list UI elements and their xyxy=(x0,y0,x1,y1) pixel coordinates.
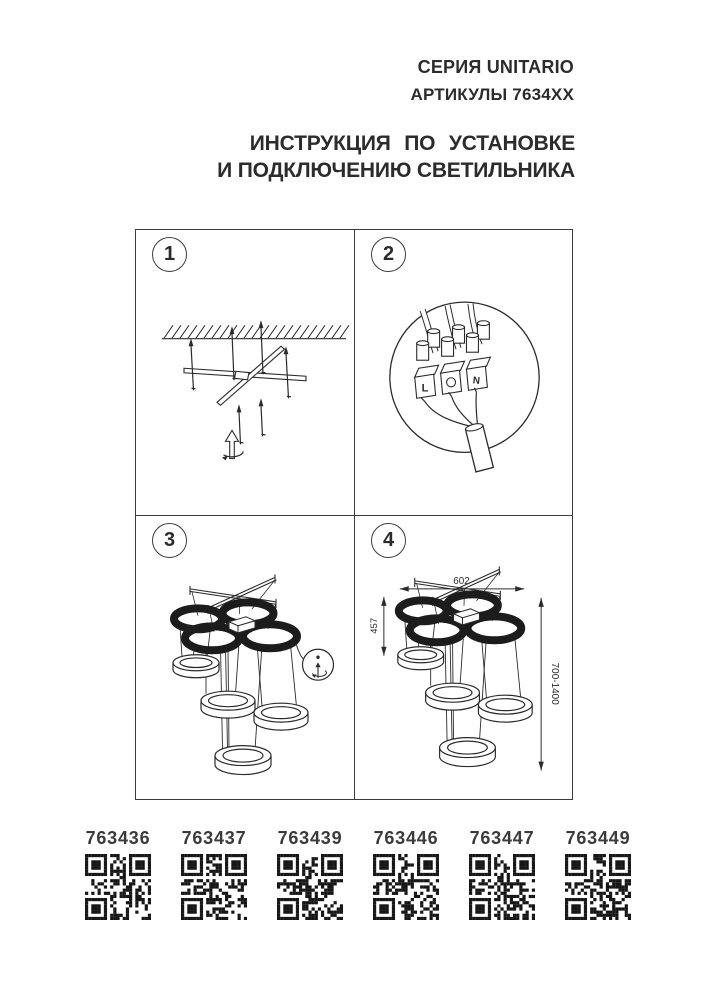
step2-wiring-diagram xyxy=(355,230,572,515)
articles-footer xyxy=(72,828,644,920)
step-number-badge: 3 xyxy=(152,523,187,558)
article-column xyxy=(72,828,164,920)
terminal-ground-hole xyxy=(447,378,456,387)
article-code: 763439 xyxy=(277,828,343,848)
article-code: 763446 xyxy=(373,828,439,848)
article-column xyxy=(552,828,644,920)
article-column xyxy=(264,828,356,920)
step-number-badge: 1 xyxy=(152,237,187,272)
page-title-line2: И ПОДКЛЮЧЕНИЮ СВЕТИЛЬНИКА xyxy=(217,159,575,182)
step3-assembly-diagram xyxy=(136,516,354,800)
step-number-badge: 4 xyxy=(371,523,406,558)
article-column xyxy=(360,828,452,920)
steps-grid xyxy=(135,229,573,800)
dim-suspension-height-label: 700-1400 xyxy=(549,662,561,705)
series-title: СЕРИЯ UNITARIO xyxy=(417,57,574,77)
adjuster-callout xyxy=(296,643,334,679)
articles-subtitle: АРТИКУЛЫ 7634XX xyxy=(410,85,574,104)
qr-code-icon xyxy=(565,854,631,920)
dim-width-label: 602 xyxy=(453,575,470,587)
page-title-line1: ИНСТРУКЦИЯ ПО УСТАНОВКЕ xyxy=(249,132,575,155)
step4-dimensions-diagram xyxy=(355,516,572,800)
page-title xyxy=(217,130,575,184)
mains-cable xyxy=(421,388,493,472)
dim-canopy-height-label: 457 xyxy=(368,617,380,634)
qr-code-icon xyxy=(373,854,439,920)
article-code: 763437 xyxy=(181,828,247,848)
qr-code-icon xyxy=(469,854,535,920)
article-column xyxy=(168,828,260,920)
step-panel-4 xyxy=(354,515,572,800)
header xyxy=(410,57,574,105)
article-code: 763436 xyxy=(85,828,151,848)
article-column xyxy=(456,828,548,920)
article-code: 763447 xyxy=(469,828,535,848)
qr-code-icon xyxy=(277,854,343,920)
step1-mounting-diagram xyxy=(136,230,354,515)
qr-code-icon xyxy=(181,854,247,920)
step-panel-2 xyxy=(354,230,572,515)
step-panel-1 xyxy=(136,230,354,515)
terminal-label-neutral: N xyxy=(472,375,481,388)
qr-code-icon xyxy=(85,854,151,920)
step-panel-3 xyxy=(136,515,354,800)
terminal-label-live: L xyxy=(421,382,429,395)
ceiling-hatch xyxy=(162,325,349,339)
magnifier-circle xyxy=(390,302,539,452)
article-code: 763449 xyxy=(565,828,631,848)
step-number-badge: 2 xyxy=(371,237,406,272)
